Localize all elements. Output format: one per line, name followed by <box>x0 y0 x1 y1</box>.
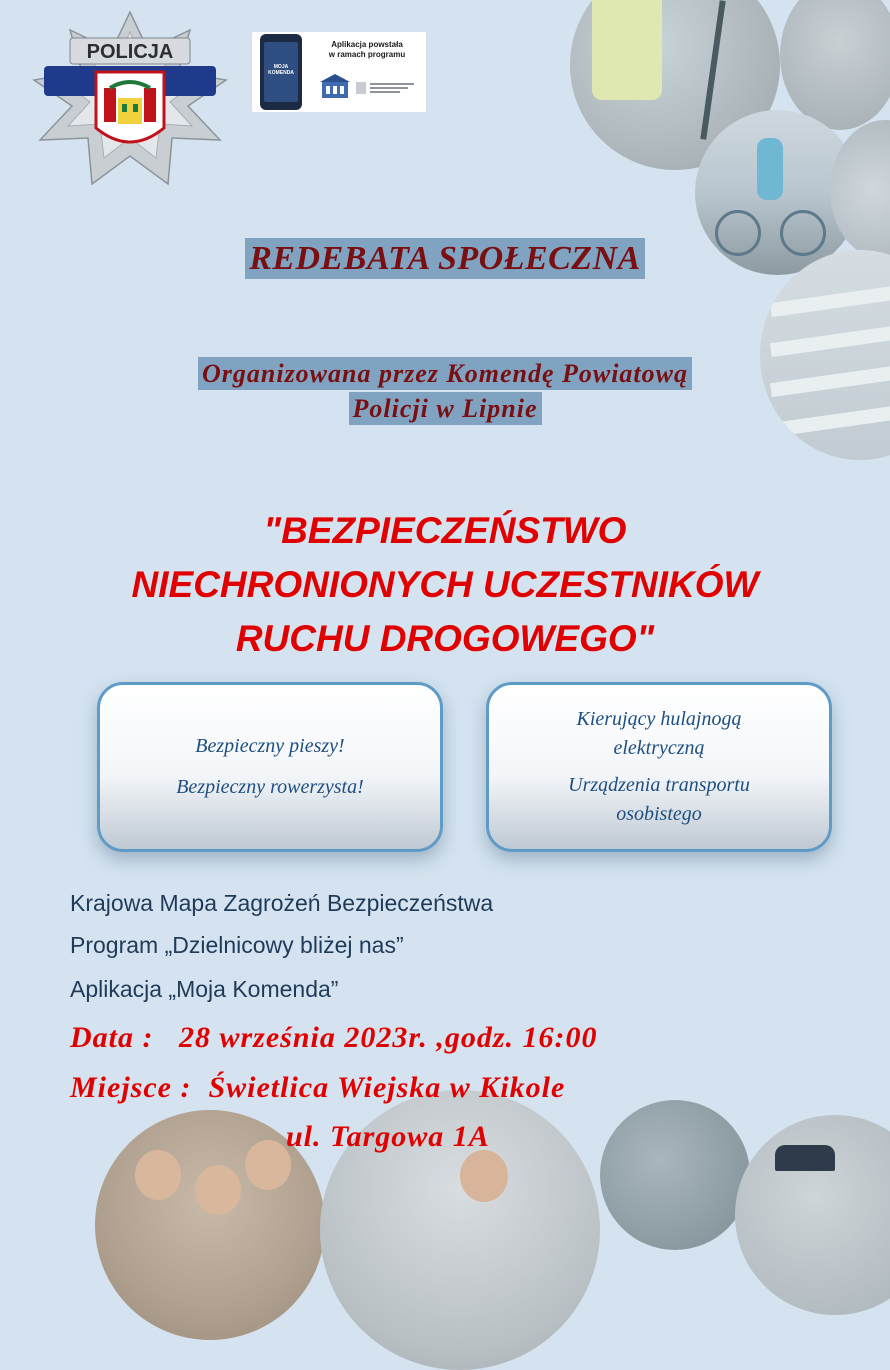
info-program: Program „Dzielnicowy bliżej nas” <box>70 932 404 958</box>
app-screen-text: MOJA KOMENDA <box>268 64 294 76</box>
headline: REDEBATA SPOŁECZNA <box>0 240 890 278</box>
event-date: Data : 28 września 2023r. ,godz. 16:00 <box>70 1021 598 1054</box>
box-right-line-4: osobistego <box>616 803 702 825</box>
moja-komenda-app-logo <box>252 32 426 112</box>
phone-icon <box>260 34 302 110</box>
box-right-line-3: Urządzenia transportu <box>568 774 750 796</box>
ministry-emblem-icon <box>356 80 416 96</box>
photo-crosswalk <box>760 250 890 460</box>
badge-text: POLICJA <box>86 41 174 63</box>
organizer <box>0 356 890 426</box>
info-map: Krajowa Mapa Zagrożeń Bezpieczeństwa <box>70 890 494 916</box>
box-pedestrian-cyclist <box>97 682 443 852</box>
app-caption: Aplikacja powstała w ramach programu <box>328 40 406 59</box>
box-left-line-2: Bezpieczny rowerzysta! <box>176 776 364 798</box>
box-scooter-devices <box>486 682 832 852</box>
photo-bicycle <box>600 1100 750 1250</box>
topic-line-3: RUCHU DROGOWEGO" <box>235 618 655 659</box>
topic-line-1: "BEZPIECZEŃSTWO <box>263 510 627 551</box>
photo-scooter-rider <box>780 0 890 130</box>
box-right-line-2: elektryczną <box>613 737 705 759</box>
topic-line-2: NIECHRONIONYCH UCZESTNIKÓW <box>131 564 759 605</box>
building-icon <box>320 74 350 100</box>
box-right-line-1: Kierujący hulajnogą <box>576 708 742 730</box>
info-app: Aplikacja „Moja Komenda” <box>70 976 339 1002</box>
box-left-line-1: Bezpieczny pieszy! <box>195 735 345 757</box>
topic-title <box>0 504 890 666</box>
photo-police-officer <box>735 1115 890 1315</box>
organizer-line-2: Policji w Lipnie <box>349 392 542 425</box>
police-badge-logo <box>30 10 230 188</box>
event-place: Miejsce : Świetlica Wiejska w Kikole <box>70 1071 566 1104</box>
organizer-line-1: Organizowana przez Komendę Powiatową <box>198 357 692 390</box>
event-street: ul. Targowa 1A <box>286 1120 490 1153</box>
